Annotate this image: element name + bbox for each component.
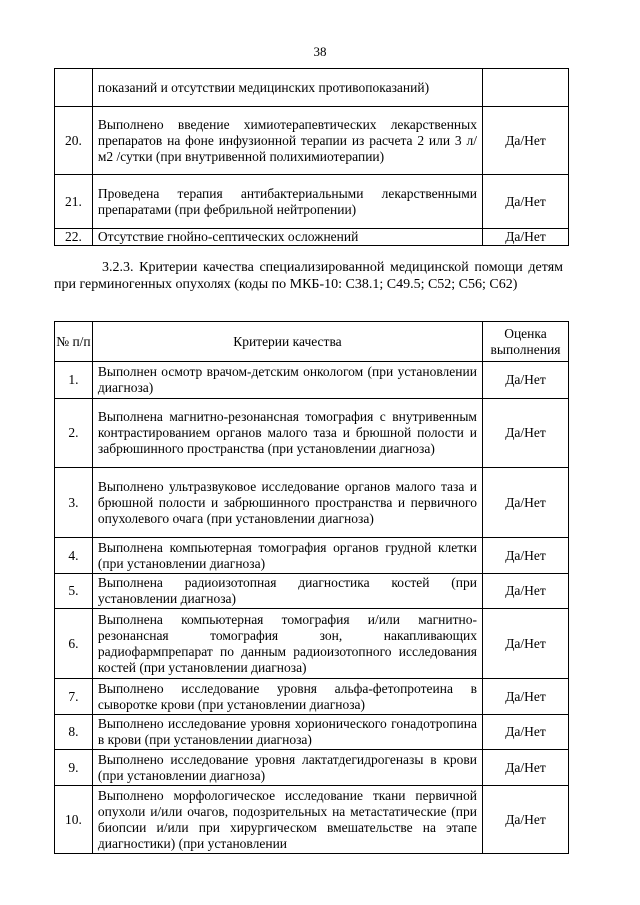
- criterion-text: Выполнено морфологическое исследование ткани первичной опухоли и/или очагов, подозрительных на метастатические (при биопсии и/или при хирургическом вмешательстве на этапе диагностики) (при установлении: [92, 786, 482, 854]
- table-row: [55, 538, 569, 574]
- row-number: 8.: [55, 715, 93, 750]
- table-row: [55, 609, 569, 679]
- row-number: [55, 69, 93, 107]
- table-row: [55, 750, 569, 786]
- grade-cell: Да/Нет: [482, 715, 568, 750]
- table-row: [55, 715, 569, 750]
- grade-cell: Да/Нет: [482, 538, 568, 574]
- criterion-text: Выполнено исследование уровня хорионического гонадотропина в крови (при установлении диагноза): [92, 715, 482, 750]
- table-row: [55, 362, 569, 399]
- grade-cell: [482, 69, 568, 107]
- table-row: [55, 679, 569, 715]
- criterion-text: Выполнено введение химиотерапевтических лекарственных препаратов на фоне инфузионной терапии из расчета 2 или 3 л/м2 /сутки (при внутривенной полихимиотерапии): [92, 107, 482, 175]
- criterion-text: Выполнена компьютерная томография органов грудной клетки (при установлении диагноза): [92, 538, 482, 574]
- quality-criteria-table: [54, 321, 569, 854]
- row-number: 9.: [55, 750, 93, 786]
- grade-cell: Да/Нет: [482, 107, 568, 175]
- section-heading-paragraph: 3.2.3. Критерии качества специализированной медицинской помощи детям при герминогенных опухолях (коды по МКБ-10: С38.1; С49.5; С52; С56; С62): [54, 260, 563, 292]
- row-number: 1.: [55, 362, 93, 399]
- row-number: 4.: [55, 538, 93, 574]
- table-row: [55, 399, 569, 468]
- criterion-text: Выполнено ультразвуковое исследование органов малого таза и брюшной полости и забрюшинного пространства и первичного опухолевого очага (при установлении диагноза): [92, 468, 482, 538]
- criterion-text: Выполнено исследование уровня альфа-фетопротеина в сыворотке крови (при установлении диагноза): [92, 679, 482, 715]
- table-row: [55, 107, 569, 175]
- table-header-row: [55, 322, 569, 362]
- row-number: 10.: [55, 786, 93, 854]
- table-row: [55, 229, 569, 246]
- criterion-text: Проведена терапия антибактериальными лекарственными препаратами (при фебрильной нейтропении): [92, 175, 482, 229]
- column-header-grade: Оценка выполнения: [482, 322, 568, 362]
- grade-cell: Да/Нет: [482, 468, 568, 538]
- row-number: 3.: [55, 468, 93, 538]
- column-header-number: № п/п: [55, 322, 93, 362]
- table-row: [55, 468, 569, 538]
- table-row: [55, 786, 569, 854]
- table-row: [55, 574, 569, 609]
- row-number: 5.: [55, 574, 93, 609]
- criterion-text: Выполнено исследование уровня лактатдегидрогеназы в крови (при установлении диагноза): [92, 750, 482, 786]
- row-number: 2.: [55, 399, 93, 468]
- row-number: 21.: [55, 175, 93, 229]
- table-row: [55, 175, 569, 229]
- grade-cell: Да/Нет: [482, 574, 568, 609]
- criterion-text: Выполнена магнитно-резонансная томография с внутривенным контрастированием органов малого таза и брюшной полости и забрюшинного пространства (при установлении диагноза): [92, 399, 482, 468]
- column-header-criteria: Критерии качества: [92, 322, 482, 362]
- grade-cell: Да/Нет: [482, 362, 568, 399]
- grade-cell: Да/Нет: [482, 399, 568, 468]
- grade-cell: Да/Нет: [482, 679, 568, 715]
- grade-cell: Да/Нет: [482, 609, 568, 679]
- grade-cell: Да/Нет: [482, 750, 568, 786]
- criterion-text: Отсутствие гнойно-септических осложнений: [92, 229, 482, 246]
- quality-criteria-table-continued: [54, 68, 569, 246]
- table-row: [55, 69, 569, 107]
- grade-cell: Да/Нет: [482, 175, 568, 229]
- criterion-text: показаний и отсутствии медицинских противопоказаний): [92, 69, 482, 107]
- row-number: 20.: [55, 107, 93, 175]
- row-number: 6.: [55, 609, 93, 679]
- row-number: 7.: [55, 679, 93, 715]
- grade-cell: Да/Нет: [482, 229, 568, 246]
- row-number: 22.: [55, 229, 93, 246]
- grade-cell: Да/Нет: [482, 786, 568, 854]
- page-number: 38: [313, 44, 327, 59]
- criterion-text: Выполнена компьютерная томография и/или магнитно-резонансная томография зон, накапливающих радиофармпрепарат по данным радиоизотопного исследования костей (при установлении диагноза): [92, 609, 482, 679]
- criterion-text: Выполнена радиоизотопная диагностика костей (при установлении диагноза): [92, 574, 482, 609]
- criterion-text: Выполнен осмотр врачом-детским онкологом (при установлении диагноза): [92, 362, 482, 399]
